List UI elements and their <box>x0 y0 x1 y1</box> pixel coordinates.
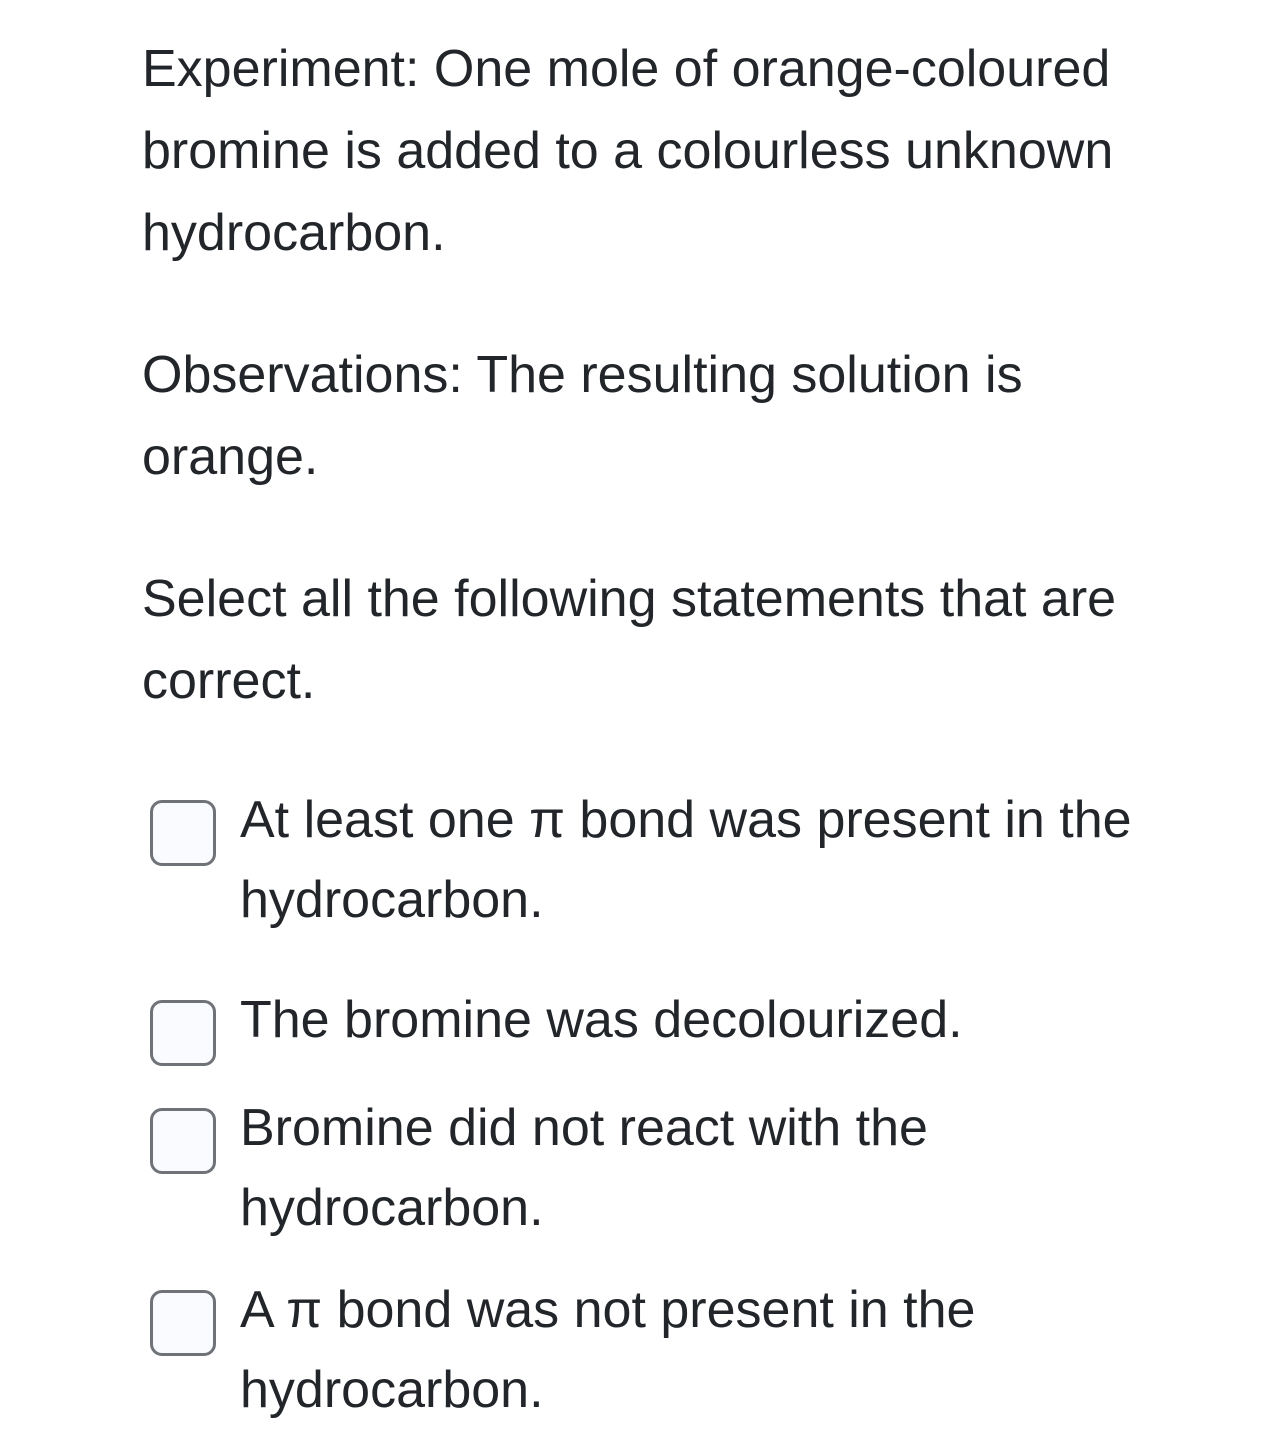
checkbox[interactable] <box>150 1000 216 1066</box>
option-pi-bond-absent[interactable] <box>150 1270 1242 1430</box>
answer-options <box>150 780 1242 1430</box>
option-bromine-decolourized[interactable] <box>150 980 1242 1066</box>
checkbox[interactable] <box>150 1108 216 1174</box>
option-label[interactable]: A π bond was not present in the hydrocarbon. <box>240 1281 976 1419</box>
option-bromine-no-reaction[interactable] <box>150 1088 1242 1248</box>
option-label[interactable]: Bromine did not react with the hydrocarbon. <box>240 1099 928 1237</box>
question-panel <box>142 28 1242 1430</box>
observations-text: Observations: The resulting solution is orange. <box>142 346 1023 486</box>
checkbox[interactable] <box>150 800 216 866</box>
option-label[interactable]: The bromine was decolourized. <box>240 991 963 1049</box>
checkbox[interactable] <box>150 1290 216 1356</box>
experiment-text: Experiment: One mole of orange-coloured bromine is added to a colourless unknown hydrocarbon. <box>142 40 1114 262</box>
instruction-text: Select all the following statements that are correct. <box>142 570 1117 710</box>
option-pi-bond-present[interactable] <box>150 780 1242 940</box>
option-label[interactable]: At least one π bond was present in the hydrocarbon. <box>240 791 1132 929</box>
